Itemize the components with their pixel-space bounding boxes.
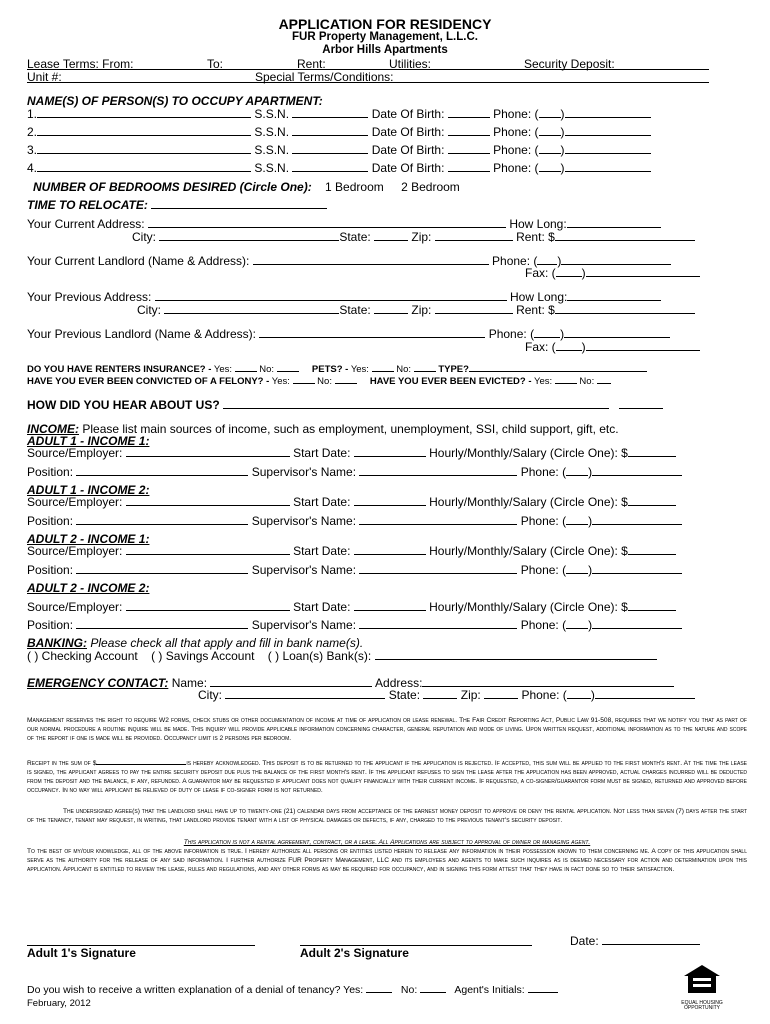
fax-area-code-field[interactable] [556,266,582,277]
pay-amount-field[interactable] [628,446,676,457]
denial-yes-field[interactable] [366,984,392,993]
income-instructions: Please list main sources of income, such as employment, unemployment, SSI, child support, gift, etc. [82,422,619,436]
unit-label: Unit #: [27,70,62,84]
phone-label: Phone: ( [520,465,567,479]
position-row [27,618,682,632]
income-block-title: ADULT 2 - INCOME 1: [27,532,150,546]
supervisor-label: Supervisor's Name: [251,465,357,479]
area-code-field[interactable] [539,125,561,136]
dob-label: Date Of Birth: [371,107,445,121]
zip-field[interactable] [435,230,513,241]
rent-label: Rent: $ [516,303,555,317]
occupant-number: 2. [27,125,38,139]
adult1-signature-label: Adult 1's Signature [27,946,136,960]
state-label: State: [388,688,421,702]
form-revision-date: February, 2012 [27,998,91,1009]
dob-label: Date Of Birth: [371,161,445,175]
lease-from-label: Lease Terms: From: [27,57,134,71]
receipt-label: Receipt in the sum of $ [27,760,97,767]
phone-label: Phone: ( [493,161,539,175]
lease-terms-row [27,57,709,70]
source-row [27,446,676,460]
zip-label: Zip: [411,303,432,317]
position-row [27,465,682,479]
form-title: APPLICATION FOR RESIDENCY [278,16,492,32]
ssn-field[interactable] [292,107,368,118]
pets-no-field[interactable] [414,363,436,372]
one-bedroom-option[interactable]: 1 Bedroom [325,180,384,194]
previous-landlord-field[interactable] [259,327,485,338]
supervisor-label: Supervisor's Name: [251,563,357,577]
previous-landlord-label: Your Previous Landlord (Name & Address): [27,327,257,341]
loans-option[interactable]: ( ) Loan(s) [267,649,324,663]
no-label: No: [396,364,412,375]
property-name: Arbor Hills Apartments [322,44,448,56]
source-label: Source/Employer: [27,600,123,614]
how-long-label: How Long: [509,290,568,304]
phone-field[interactable] [592,618,682,629]
dob-field[interactable] [448,143,490,154]
ssn-label: S.S.N. [254,107,290,121]
unit-row [27,70,709,83]
zip-field[interactable] [435,303,513,314]
supervisor-field[interactable] [359,514,517,525]
phone-field[interactable] [565,125,651,136]
occupant-row [27,143,651,157]
banking-options-row [27,649,657,663]
house-icon [680,962,724,996]
previous-landlord-fax-row [525,340,700,354]
emergency-address-label: Address: [375,676,423,690]
phone-field[interactable] [592,514,682,525]
emergency-name-label: Name: [171,676,208,690]
emergency-city-row [198,688,695,702]
zip-label: Zip: [460,688,481,702]
phone-paren: ) [560,143,565,157]
phone-field[interactable] [595,688,695,699]
start-date-field[interactable] [354,495,426,506]
banking-label: BANKING: [27,636,87,650]
not-a-lease-notice: This application is not a rental agreement, contract, or a lease. All Applications are subject to approval of owner or managing agent. [183,839,591,846]
no-label: No: [317,376,332,387]
rent-label: Rent: [297,57,326,71]
occupant-number: 4. [27,161,38,175]
hear-field[interactable] [223,398,609,409]
dob-label: Date Of Birth: [371,143,445,157]
pet-type-field[interactable] [469,363,647,372]
rent-field[interactable] [555,230,695,241]
relocate-row [27,198,327,212]
source-row [27,600,676,614]
receipt-amount-field[interactable] [96,757,186,765]
how-long-field[interactable] [567,290,661,301]
deposit-paragraph [27,757,747,795]
position-row [27,514,682,528]
phone-paren: ) [588,618,593,632]
phone-paren: ) [560,125,565,139]
felony-no-field[interactable] [335,375,357,384]
landlord-phone-label: Phone: ( [488,327,535,341]
phone-field[interactable] [592,563,682,574]
occupant-number: 3. [27,143,38,157]
dob-field[interactable] [448,107,490,118]
current-city-row [132,230,695,244]
phone-paren: ) [560,107,565,121]
area-code-field[interactable] [539,161,561,172]
occupant-number: 1. [27,107,38,121]
source-field[interactable] [126,495,290,506]
start-date-field[interactable] [354,446,426,457]
checking-account-option[interactable]: ( ) Checking Account [27,649,138,663]
area-code-field[interactable] [567,688,591,699]
occupant-name-field[interactable] [37,161,251,172]
supervisor-field[interactable] [359,618,517,629]
source-label: Source/Employer: [27,544,123,558]
income-label: INCOME: [27,422,79,436]
occupant-name-field[interactable] [37,107,251,118]
supervisor-field[interactable] [359,465,517,476]
start-date-label: Start Date: [293,544,351,558]
state-label: State: [339,303,371,317]
evicted-question: HAVE YOU EVER BEEN EVICTED? - [369,376,532,387]
fax-label: Fax: ( [525,266,556,280]
dob-field[interactable] [448,125,490,136]
insurance-yes-field[interactable] [235,363,257,372]
yes-label: Yes: [343,984,364,996]
date-field[interactable] [602,934,700,945]
renters-insurance-question: DO YOU HAVE RENTERS INSURANCE? - [27,364,212,375]
hear-row [27,398,663,412]
no-label: No: [259,364,275,375]
source-label: Source/Employer: [27,495,123,509]
bedrooms-row [33,180,460,194]
relocate-field[interactable] [151,198,327,209]
phone-label: Phone: ( [493,107,539,121]
phone-paren: ) [588,465,593,479]
banking-instructions: Please check all that apply and fill in bank name(s). [90,636,364,650]
eho-text-2: OPPORTUNITY [683,1005,721,1011]
state-field[interactable] [374,303,408,314]
deposit-text: is hereby acknowledged. This deposit is to be returned to the applicant if the application is rejected. If accepted, this sum will be applied to the first month's rent. At the time the lease is signed, the applicant agrees to pay the entire security deposit due plus the balance of the first month's rent. If the applicant refuses to sign the lease after the application has been approved, actual charges incurred will be deducted from the deposit and the balance, if any, refunded. A guarantor may be requested if applicant does not qualify financially with their current income. If requested, a co-signer/guarantor form must be signed, returned and approved before occupancy. In no way will applicant be relieved of duty of lease if co-signer form is not returned. [27,760,748,794]
no-label: No: [579,376,595,387]
type-question: TYPE? [438,364,469,375]
landlord-area-code-field[interactable] [534,327,560,338]
phone-paren: ) [588,514,593,528]
banks-label: Bank(s): [326,649,372,663]
phone-paren: ) [560,161,565,175]
start-date-label: Start Date: [293,446,351,460]
landlord-phone-field[interactable] [561,254,671,265]
insurance-pets-row [27,363,647,375]
phone-label: Phone: ( [520,563,567,577]
yes-label: Yes: [213,364,232,375]
area-code-field[interactable] [566,618,588,629]
ssn-label: S.S.N. [254,143,290,157]
position-label: Position: [27,618,74,632]
emergency-address-field[interactable] [422,676,674,687]
rent-label: Rent: $ [516,230,555,244]
evicted-no-field[interactable] [597,375,611,384]
source-field[interactable] [126,446,290,457]
pay-type-label: Hourly/Monthly/Salary (Circle One): $ [429,495,628,509]
phone-paren: ) [588,563,593,577]
area-code-field[interactable] [566,514,588,525]
rent-field[interactable] [555,303,695,314]
felony-yes-field[interactable] [293,375,315,384]
previous-address-row [27,290,661,304]
previous-landlord-row [27,327,670,341]
dob-label: Date Of Birth: [371,125,445,139]
ssn-field[interactable] [292,125,368,136]
city-field[interactable] [164,303,339,314]
fax-label: Fax: ( [525,340,556,354]
relocate-label: TIME TO RELOCATE: [27,198,148,212]
fax-paren: ) [581,340,586,354]
position-row [27,563,682,577]
yes-label: Yes: [534,376,553,387]
emergency-label: EMERGENCY CONTACT: [27,676,169,690]
phone-paren: ) [590,688,595,702]
source-row [27,495,676,509]
pets-yes-field[interactable] [372,363,394,372]
utilities-label: Utilities: [389,57,432,71]
area-code-field[interactable] [566,465,588,476]
how-long-field[interactable] [567,217,661,228]
denial-question-row [27,984,558,996]
banking-heading-row [27,636,363,650]
supervisor-field[interactable] [359,563,517,574]
phone-label: Phone: ( [493,125,539,139]
income-block-title: ADULT 2 - INCOME 2: [27,581,150,595]
dob-field[interactable] [448,161,490,172]
phone-label: Phone: ( [493,143,539,157]
landlord-phone-field[interactable] [564,327,670,338]
emergency-name-field[interactable] [210,676,372,687]
phone-label: Phone: ( [520,618,567,632]
landlord-area-code-field[interactable] [537,254,557,265]
ssn-field[interactable] [292,161,368,172]
city-label: City: [137,303,161,317]
denial-no-field[interactable] [420,984,446,993]
two-bedroom-option[interactable]: 2 Bedroom [401,180,460,194]
position-label: Position: [27,514,74,528]
current-landlord-label: Your Current Landlord (Name & Address): [27,254,250,268]
source-row [27,544,676,558]
equal-housing-logo [680,962,724,1011]
state-label: State: [339,230,371,244]
position-label: Position: [27,563,74,577]
previous-address-label: Your Previous Address: [27,290,152,304]
fax-area-code-field[interactable] [556,340,582,351]
start-date-label: Start Date: [293,600,351,614]
zip-label: Zip: [411,230,432,244]
no-label: No: [400,984,418,996]
approval-paragraph: The undersigned agree(s) that the landlord shall have up to twenty-one (21) calendar days from acceptance of the earnest money deposit to approve or deny the rental application. Not less than seven (7) days after the start of the tenancy, tenant may request, in writing, that landlord provide tenant with a list of physical damages or defects, if any, charged to the previous tenant's security deposit. [27,808,747,824]
state-field[interactable] [374,230,408,241]
ssn-field[interactable] [292,143,368,154]
source-label: Source/Employer: [27,446,123,460]
income-block-title: ADULT 1 - INCOME 1: [27,434,150,448]
special-terms-label: Special Terms/Conditions: [255,70,394,84]
current-landlord-fax-row [525,266,700,280]
source-field[interactable] [126,544,290,555]
eho-text-1: EQUAL HOUSING [681,1000,723,1006]
phone-field[interactable] [565,161,651,172]
position-field[interactable] [76,563,248,574]
phone-label: Phone: ( [521,688,567,702]
hear-label: HOW DID YOU HEAR ABOUT US? [27,398,220,412]
savings-account-option[interactable]: ( ) Savings Account [151,649,255,663]
area-code-field[interactable] [539,143,561,154]
pay-type-label: Hourly/Monthly/Salary (Circle One): $ [429,600,628,614]
supervisor-label: Supervisor's Name: [251,618,357,632]
occupant-name-field[interactable] [37,143,251,154]
agent-initials-field[interactable] [528,984,558,993]
ssn-label: S.S.N. [254,161,290,175]
start-date-field[interactable] [354,544,426,555]
current-landlord-field[interactable] [253,254,489,265]
city-field[interactable] [159,230,339,241]
current-address-label: Your Current Address: [27,217,145,231]
date-label: Date: [570,934,599,948]
pay-amount-field[interactable] [628,495,676,506]
insurance-no-field[interactable] [277,363,299,372]
yes-label: Yes: [350,364,369,375]
signature-date-row [570,934,700,948]
denial-question: Do you wish to receive a written explanation of a denial of tenancy? [27,984,341,996]
city-label: City: [198,688,222,702]
start-date-label: Start Date: [293,495,351,509]
position-label: Position: [27,465,74,479]
current-address-field[interactable] [148,217,506,228]
pay-amount-field[interactable] [628,544,676,555]
pay-amount-field[interactable] [628,600,676,611]
source-field[interactable] [126,600,290,611]
fax-paren: ) [581,266,586,280]
position-field[interactable] [76,618,248,629]
disclosure-paragraph: Management reserves the right to require W2 forms, check stubs or other documentation of income at time of application or lease renewal. The Fair Credit Reporting Act, Public Law 91-508, requires that we notify you that as part of our normal procedure a routine inquire will be made. This inquiry will provide applicable information concerning character, general reputation and mode of living. Upon written request, additional information as to the nature and scope of the report if one is made will be provided. Occupancy limit is 2 persons per bedroom. [27,717,747,742]
area-code-field[interactable] [539,107,561,118]
current-address-row [27,217,661,231]
banks-field[interactable] [375,649,657,660]
occupant-row [27,107,651,121]
evicted-yes-field[interactable] [555,375,577,384]
bedrooms-label: NUMBER OF BEDROOMS DESIRED (Circle One): [33,180,312,194]
occupant-name-field[interactable] [37,125,251,136]
position-field[interactable] [76,514,248,525]
phone-field[interactable] [565,143,651,154]
position-field[interactable] [76,465,248,476]
occupants-heading: NAME(S) OF PERSON(S) TO OCCUPY APARTMENT: [27,94,323,108]
zip-field[interactable] [484,688,518,699]
security-deposit-label: Security Deposit: [524,57,615,71]
felony-eviction-row [27,375,611,387]
state-field[interactable] [423,688,457,699]
previous-city-row [137,303,695,317]
occupant-row [27,161,651,175]
authorization-paragraph: To the best of my/our knowledge, all of the above information is true. I hereby authorize all persons or entities listed herein to release any information in their possession known to them concerning me. A copy of this application shall serve as the authority for the release of any said information. I further authorize FUR Property Management, LLC and its employees and agents to make such inquires as is deemed necessary for action and determination upon this application. Applicant is entitled to review the lease, rules and regulations, and any other forms as may be required for occupancy, and in signing this form attest that they have in fact done so to their satisfaction. [27,848,747,873]
company-name: FUR Property Management, L.L.C. [292,31,478,43]
pets-question: PETS? - [311,364,349,375]
phone-label: Phone: ( [520,514,567,528]
phone-field[interactable] [565,107,651,118]
lease-to-label: To: [207,57,224,71]
pay-type-label: Hourly/Monthly/Salary (Circle One): $ [429,544,628,558]
phone-paren: ) [560,327,565,341]
hear-extra-field[interactable] [619,398,663,409]
previous-address-field[interactable] [155,290,507,301]
adult2-signature-label: Adult 2's Signature [300,946,409,960]
agent-initials-label: Agent's Initials: [454,984,525,996]
area-code-field[interactable] [566,563,588,574]
occupant-row [27,125,651,139]
felony-question: HAVE YOU EVER BEEN CONVICTED OF A FELONY? - [27,376,270,387]
city-field[interactable] [225,688,385,699]
fax-field[interactable] [586,340,700,351]
pay-type-label: Hourly/Monthly/Salary (Circle One): $ [429,446,628,460]
city-label: City: [132,230,156,244]
fax-field[interactable] [586,266,700,277]
start-date-field[interactable] [354,600,426,611]
yes-label: Yes: [271,376,290,387]
supervisor-label: Supervisor's Name: [251,514,357,528]
phone-paren: ) [557,254,562,268]
how-long-label: How Long: [509,217,567,231]
landlord-phone-label: Phone: ( [492,254,538,268]
ssn-label: S.S.N. [254,125,290,139]
income-block-title: ADULT 1 - INCOME 2: [27,483,150,497]
phone-field[interactable] [592,465,682,476]
